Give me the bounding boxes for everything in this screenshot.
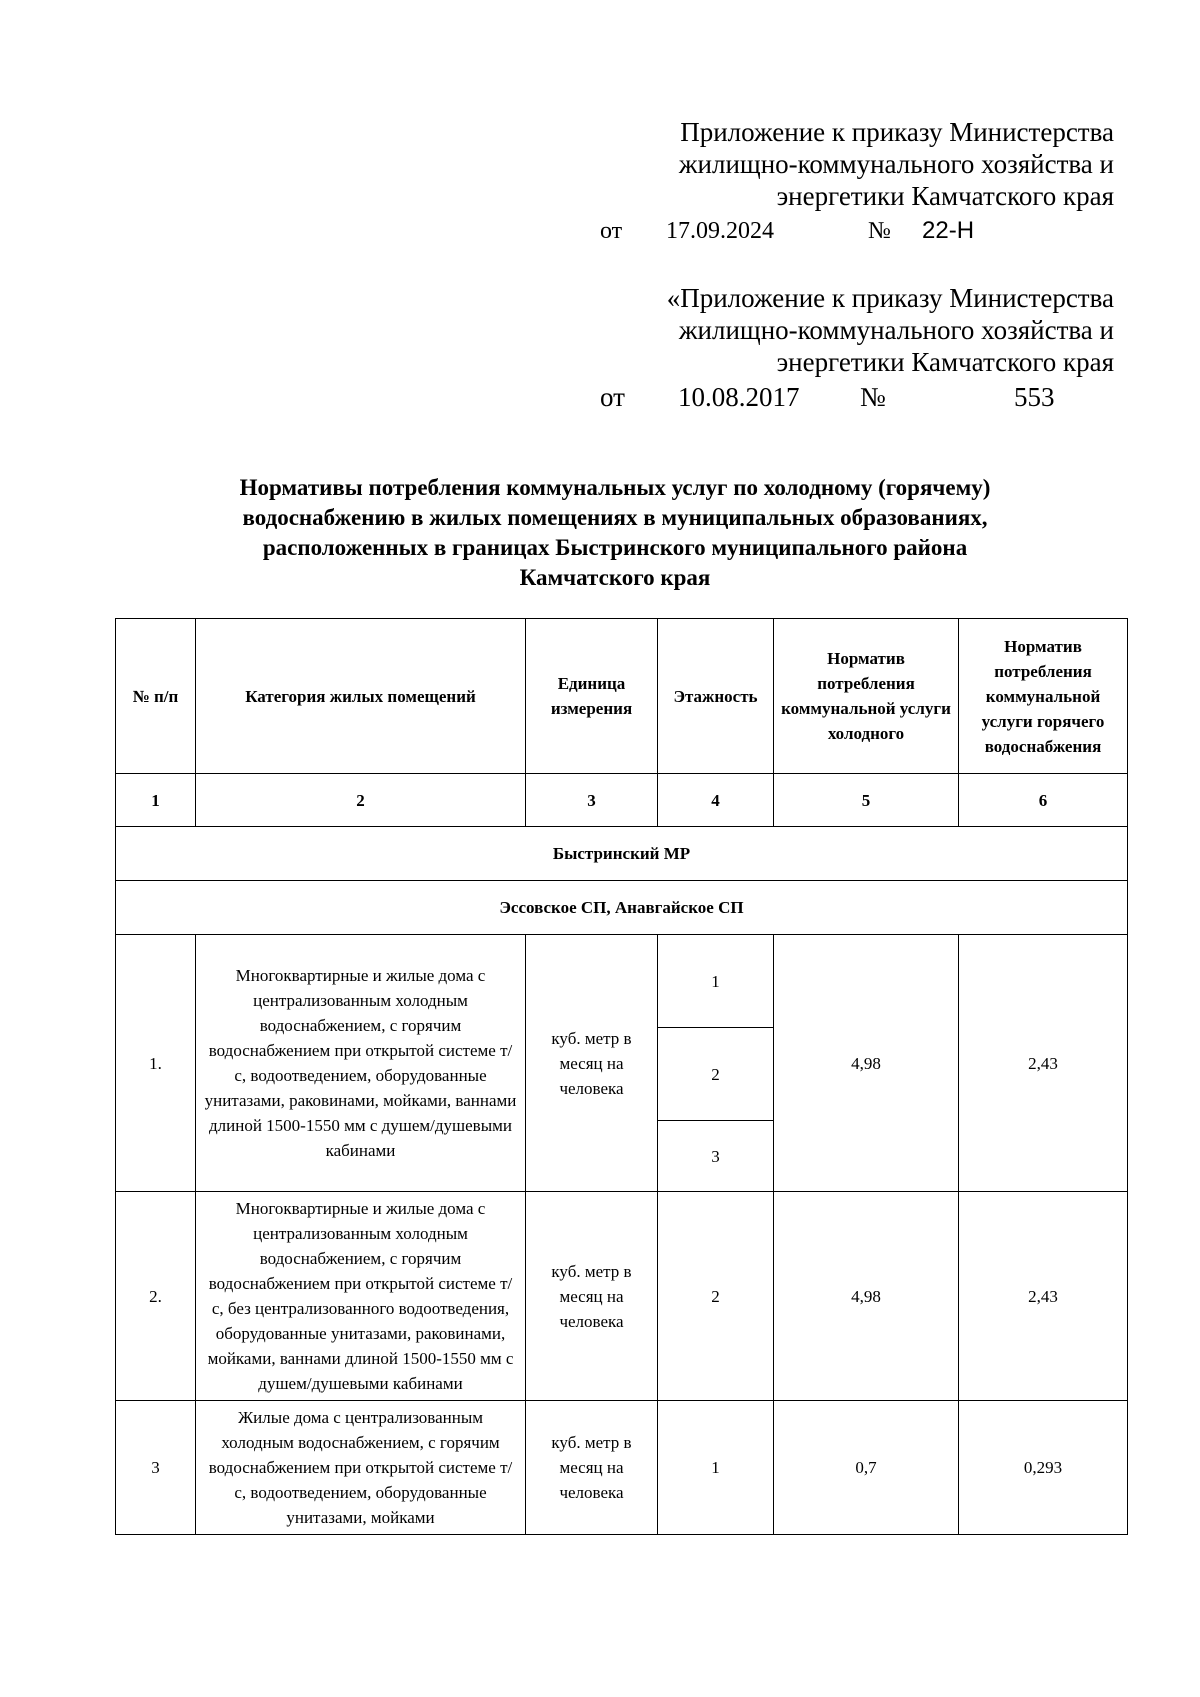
district-row <box>116 827 1128 881</box>
norms-table <box>115 618 1128 1535</box>
previous-order-number-label: № <box>860 382 886 412</box>
row-floors: 3 <box>658 1121 774 1192</box>
previous-order-dateline <box>594 381 1114 415</box>
header-floors: Этажность <box>658 619 774 774</box>
current-order-block <box>594 116 1114 249</box>
row-cold-norm: 4,98 <box>774 1192 959 1401</box>
row-num: 3 <box>116 1401 196 1535</box>
row-unit: куб. метр в месяц на человека <box>526 1401 658 1535</box>
row-category: Многоквартирные и жилые дома с централизованным холодным водоснабжением, с горячим водоснабжением при открытой системе т/с, водоотведением, оборудованные унитазами, раковинами, мойками, ваннами длиной 1500-1550 мм с душем/душевыми кабинами <box>196 935 526 1192</box>
current-order-from-label: от <box>600 218 623 244</box>
header-category: Категория жилых помещений <box>196 619 526 774</box>
previous-order-from-label: от <box>600 382 625 412</box>
district-name: Быстринский МР <box>116 827 1128 881</box>
column-number-row <box>116 774 1128 827</box>
table-header-row <box>116 619 1128 774</box>
header-hot-norm: Норматив потребления коммунальной услуги горячего водоснабжения <box>959 619 1128 774</box>
row-hot-norm: 2,43 <box>959 935 1128 1192</box>
title-line-4: Камчатского края <box>519 565 711 590</box>
previous-order-block <box>594 282 1114 415</box>
previous-order-number: 553 <box>1014 382 1055 412</box>
row-category: Жилые дома с централизованным холодным водоснабжением, с горячим водоснабжением при открытой системе т/с, водоотведением, оборудованные унитазами, мойками <box>196 1401 526 1535</box>
row-num: 1. <box>116 935 196 1192</box>
current-order-number-label: № <box>868 218 891 244</box>
row-cold-norm: 0,7 <box>774 1401 959 1535</box>
previous-order-date: 10.08.2017 <box>678 382 800 412</box>
column-number: 1 <box>116 774 196 827</box>
column-number: 3 <box>526 774 658 827</box>
table-row <box>116 1192 1128 1401</box>
row-hot-norm: 0,293 <box>959 1401 1128 1535</box>
row-unit: куб. метр в месяц на человека <box>526 935 658 1192</box>
header-unit: Единица измерения <box>526 619 658 774</box>
row-floors: 1 <box>658 935 774 1028</box>
previous-order-line-3: энергетики Камчатского края <box>776 347 1114 377</box>
row-floors: 2 <box>658 1028 774 1121</box>
row-category: Многоквартирные и жилые дома с централизованным холодным водоснабжением, с горячим водоснабжением при открытой системе т/с, без централизованного водоотведения, оборудованные унитазами, раковинами, мойками, ваннами длиной 1500-1550 мм с душем/душевыми кабинами <box>196 1192 526 1401</box>
table-row <box>116 1401 1128 1535</box>
header-cold-norm: Норматив потребления коммунальной услуги холодного <box>774 619 959 774</box>
document-title <box>110 473 1120 593</box>
settlements-name: Эссовское СП, Анавгайское СП <box>116 881 1128 935</box>
previous-order-line-2: жилищно-коммунального хозяйства и <box>678 315 1114 345</box>
row-unit: куб. метр в месяц на человека <box>526 1192 658 1401</box>
row-num: 2. <box>116 1192 196 1401</box>
row-hot-norm: 2,43 <box>959 1192 1128 1401</box>
current-order-dateline <box>594 215 1114 249</box>
previous-order-line-1: «Приложение к приказу Министерства <box>666 283 1114 313</box>
row-floors: 2 <box>658 1192 774 1401</box>
current-order-line-3: энергетики Камчатского края <box>776 181 1114 211</box>
table-row <box>116 935 1128 1028</box>
current-order-line-2: жилищно-коммунального хозяйства и <box>678 149 1114 179</box>
row-cold-norm: 4,98 <box>774 935 959 1192</box>
row-floors: 1 <box>658 1401 774 1535</box>
title-line-2: водоснабжению в жилых помещениях в муниципальных образованиях, <box>242 505 988 530</box>
column-number: 2 <box>196 774 526 827</box>
column-number: 4 <box>658 774 774 827</box>
header-num: № п/п <box>116 619 196 774</box>
column-number: 6 <box>959 774 1128 827</box>
current-order-line-1: Приложение к приказу Министерства <box>680 117 1114 147</box>
title-line-1: Нормативы потребления коммунальных услуг по холодному (горячему) <box>239 475 991 500</box>
current-order-number: 22-Н <box>922 217 975 244</box>
column-number: 5 <box>774 774 959 827</box>
title-line-3: расположенных в границах Быстринского муниципального района <box>262 535 968 560</box>
current-order-date: 17.09.2024 <box>666 218 774 244</box>
settlements-row <box>116 881 1128 935</box>
